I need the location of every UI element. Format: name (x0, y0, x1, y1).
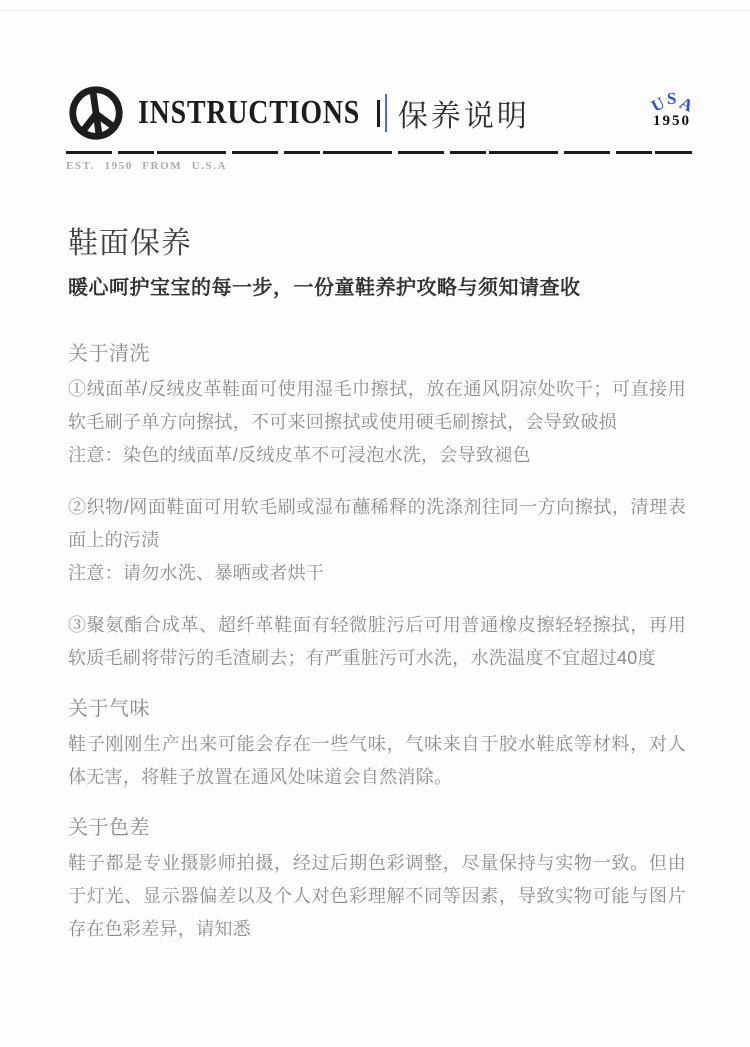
section-heading: 关于清洗 (68, 342, 150, 365)
page-subtitle: 暖心呵护宝宝的每一步，一份童鞋养护攻略与须知请查收 (68, 276, 581, 299)
brand-header (0, 0, 750, 142)
care-item-note: 注意：请勿水洗、暴晒或者烘干 (68, 562, 325, 583)
wordmark-bar (377, 100, 380, 127)
badge-letter: S (666, 88, 678, 109)
section-odor (68, 693, 686, 794)
distressed-divider-line (66, 151, 692, 154)
section-heading: 关于色差 (68, 816, 150, 839)
blue-caret-bar (385, 94, 387, 132)
badge-letter: U (648, 93, 668, 116)
care-item-text: ②织物/网面鞋面可用软毛刷或湿布蘸稀释的洗涤剂往同一方向擦拭，清理表面上的污渍 (68, 496, 686, 550)
peace-icon (66, 84, 126, 142)
top-divider-line (0, 10, 750, 11)
content-area (0, 218, 750, 946)
page-title: 鞋面保养 (68, 226, 192, 260)
section-color-difference (68, 812, 686, 946)
usa-1950-badge (648, 88, 696, 130)
care-item-text: 鞋子刚刚生产出来可能会存在一些气味，气味来自于胶水鞋底等材料，对人体无害，将鞋子放置在通风处味道会自然消除。 (68, 733, 686, 787)
header-chinese-title: 保养说明 (397, 100, 530, 133)
care-item-note: 注意：染色的绒面革/反绒皮革不可浸泡水洗，会导致褪色 (68, 444, 531, 465)
badge-year: 1950 (652, 113, 691, 129)
est-line: EST. 1950 FROM U.S.A (66, 159, 228, 172)
care-item (68, 373, 686, 472)
badge-arc-text (648, 88, 696, 116)
section-washing (68, 338, 686, 675)
badge-letter: A (676, 93, 696, 116)
care-item-text: 鞋子都是专业摄影师拍摄，经过后期色彩调整，尽量保持与实物一致。但由于灯光、显示器偏差以及个人对色彩理解不同等因素，导致实物可能与图片存在色彩差异，请知悉 (68, 852, 686, 939)
brand-wordmark: INSTRUCTIONS (138, 94, 361, 131)
care-item-text: ①绒面革/反绒皮革鞋面可使用湿毛巾擦拭，放在通风阴凉处吹干；可直接用软毛刷子单方向擦拭，不可来回擦拭或使用硬毛刷擦拭，会导致破损 (68, 378, 686, 432)
care-item (68, 609, 686, 675)
care-item-text: ③聚氨酯合成革、超纤革鞋面有轻微脏污后可用普通橡皮擦轻轻擦拭，再用软质毛刷将带污的毛渣刷去；有严重脏污可水洗，水洗温度不宜超过40度 (68, 614, 686, 668)
section-heading: 关于气味 (68, 697, 150, 720)
care-item (68, 728, 686, 794)
care-item (68, 491, 686, 590)
care-item (68, 847, 686, 946)
